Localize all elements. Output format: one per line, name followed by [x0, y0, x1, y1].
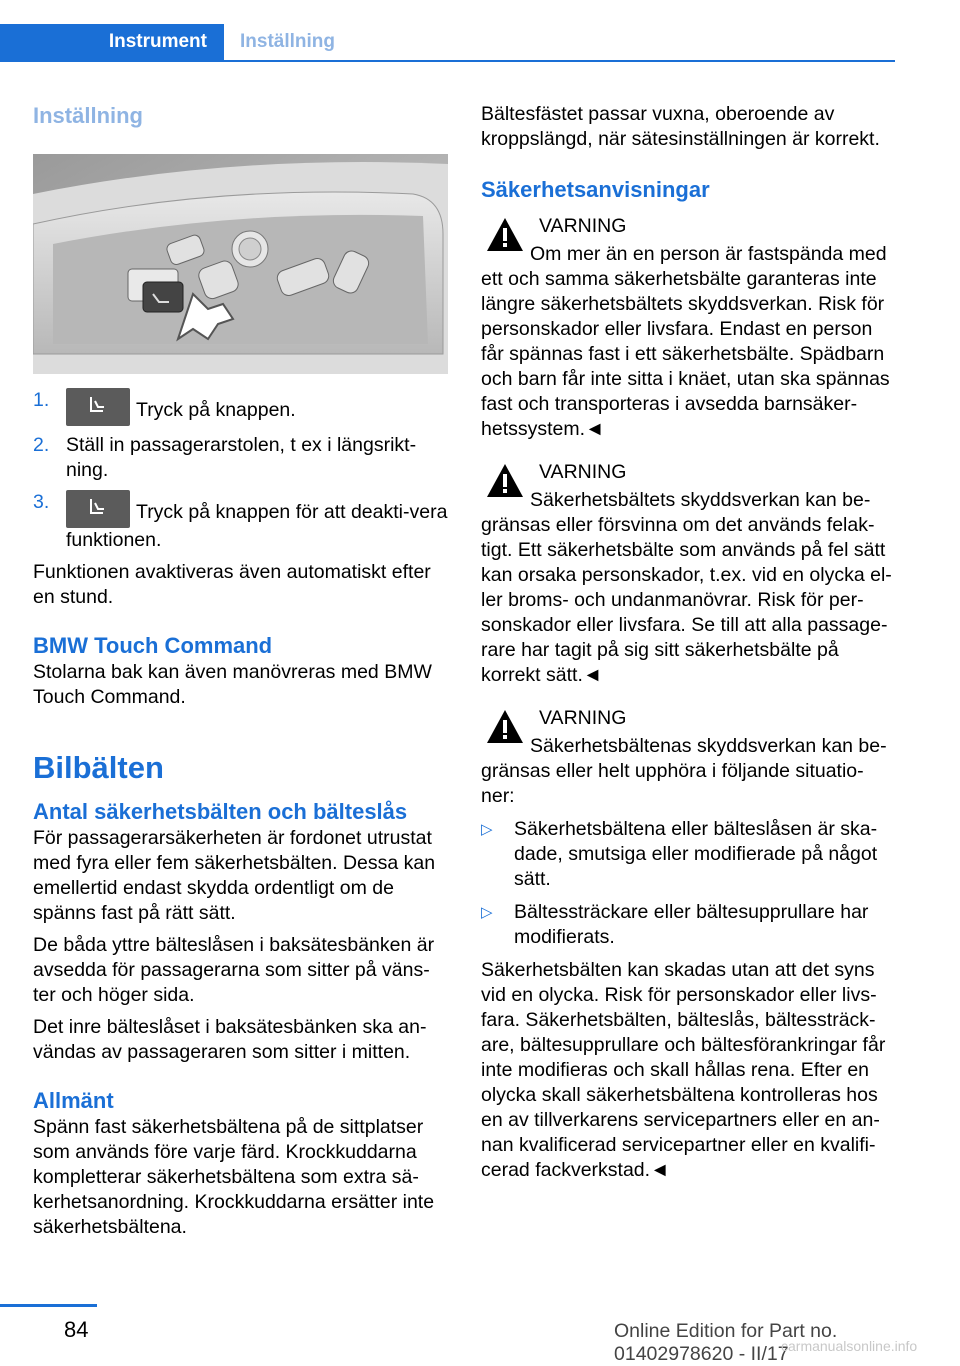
warning-block-3: [481, 706, 896, 809]
header-divider: [0, 60, 895, 62]
warning-text: Säkerhetsbältenas skyddsverkan kan be-gränsas eller helt upphöra i följande situatio-ner:: [481, 735, 887, 807]
bullet-triangle-icon: ▷: [481, 821, 493, 838]
auto-off-text: Funktionen avaktiveras även automatiskt efter en stund.: [33, 561, 431, 608]
step-3: [33, 490, 448, 553]
list-item-text: Bältessträckare eller bältesupprullare har modifierats.: [514, 901, 869, 948]
header-tabs: [0, 24, 895, 62]
allmant-title: Allmänt: [33, 1088, 114, 1113]
list-item-text: Säkerhetsbältena eller bälteslåsen är ska-dade, smutsiga eller modifierade på något sätt.: [514, 818, 878, 890]
warning-text: Om mer än en person är fastspända med ett och samma säkerhetsbälte garanteras inte längre säkerhetsbältets skyddsverkan. Risk för personskador eller livsfara. Endast en person får spännas fast i ett säkerhetsbälte. Spädbarn och barn får inte sitta i knäet, utan ska spännas fast och transporteras i avsedda barnsäker-hetssystem.◄: [481, 243, 890, 440]
warning-triangle-icon: [481, 460, 529, 500]
warning-text: Säkerhetsbältets skyddsverkan kan be-gränsas eller försvinna om det används felak-tigt. Ett säkerhetsbälte som används på fel sätt kan orsaka personskador, t.ex. vid en olycka el-ler broms- och undanmanövrar. Risk för per-sonskador eller livsfara. Se till att alla passage-rare har tagit på sig sitt säkerhetsbälte på korrekt sätt.◄: [481, 489, 892, 686]
tab-instrument[interactable]: Instrument: [0, 24, 224, 60]
warning-block-2: [481, 460, 896, 688]
watermark: carmanualsonline.info: [781, 1338, 918, 1354]
list-item: [481, 900, 896, 950]
bilbalten-title: Bilbälten: [33, 750, 164, 785]
steps-list: [33, 388, 448, 553]
warning-label: VARNING: [539, 461, 627, 483]
step-number: 3.: [33, 491, 50, 513]
seat-button-icon: [66, 490, 130, 528]
tab-installning[interactable]: Inställning: [240, 31, 335, 52]
warning-triangle-icon: [481, 214, 529, 254]
safety-title: Säkerhetsanvisningar: [481, 177, 710, 202]
step-2: [33, 433, 448, 483]
closing-text: Säkerhetsbälten kan skadas utan att det syns vid en olycka. Risk för personskador eller livs-fara. Säkerhetsbälten, bälteslås, bältessträck-are, bältesupprullare och bältesförankringar får inte modifieras och skall hållas rena. Efter en olycka skall säkerhetsbältena kontrolleras hos en av tillverkarens servicepartners eller en an-nan kvalificerad servicepartner eller en kvalifi-cerad fackverkstad.◄: [481, 959, 886, 1181]
page-number: 84: [64, 1317, 89, 1342]
warning-triangle-icon: [481, 706, 529, 746]
antal-title: Antal säkerhetsbälten och bälteslås: [33, 799, 408, 824]
seat-controls-image: [33, 154, 448, 374]
section-title-installning: Inställning: [33, 103, 143, 128]
step-number: 1.: [33, 389, 50, 411]
bullet-triangle-icon: ▷: [481, 904, 493, 921]
list-item: [481, 817, 896, 892]
touch-command-text: Stolarna bak kan även manövreras med BMW Touch Command.: [33, 661, 432, 708]
footer-accent-line: [0, 1304, 97, 1307]
warning-label: VARNING: [539, 707, 627, 729]
intro-text: Bältesfästet passar vuxna, oberoende av kroppslängd, när sätesinställningen är korrekt.: [481, 103, 880, 150]
step-text: Tryck på knappen.: [136, 399, 296, 421]
antal-paragraph-3: Det inre bälteslåset i baksätesbänken ska an-vändas av passageraren som sitter i mitten.: [33, 1016, 427, 1063]
right-column: [481, 95, 896, 1183]
edition-text: Online Edition for Part no. 01402978620 - II/17: [614, 1320, 838, 1365]
step-1: [33, 388, 448, 426]
situations-list: [481, 817, 896, 950]
left-column: [33, 95, 448, 1240]
antal-paragraph-2: De båda yttre bälteslåsen i baksätesbänken är avsedda för passagerarna som sitter på väns-ter och höger sida.: [33, 934, 435, 1006]
touch-command-title: BMW Touch Command: [33, 633, 273, 658]
warning-label: VARNING: [539, 215, 627, 237]
warning-block-1: [481, 214, 896, 442]
seat-button-icon: [66, 388, 130, 426]
step-text: Tryck på knappen för att deakti-vera funktionen.: [66, 501, 448, 551]
antal-paragraph-1: För passagerarsäkerheten är fordonet utrustat med fyra eller fem säkerhetsbälten. Dessa kan emellertid endast skydda ordentligt om de spänns fast på rätt sätt.: [33, 827, 436, 924]
allmant-paragraph: Spänn fast säkerhetsbältena på de sittplatser som används före varje färd. Krockkuddarna kompletterar säkerhetsbältena som extra sä-kerhetsanordning. Krockkuddarna ersätter inte säkerhetsbältena.: [33, 1116, 435, 1238]
step-text: Ställ in passagerarstolen, t ex i längsrikt-ning.: [66, 434, 417, 481]
step-number: 2.: [33, 434, 50, 456]
